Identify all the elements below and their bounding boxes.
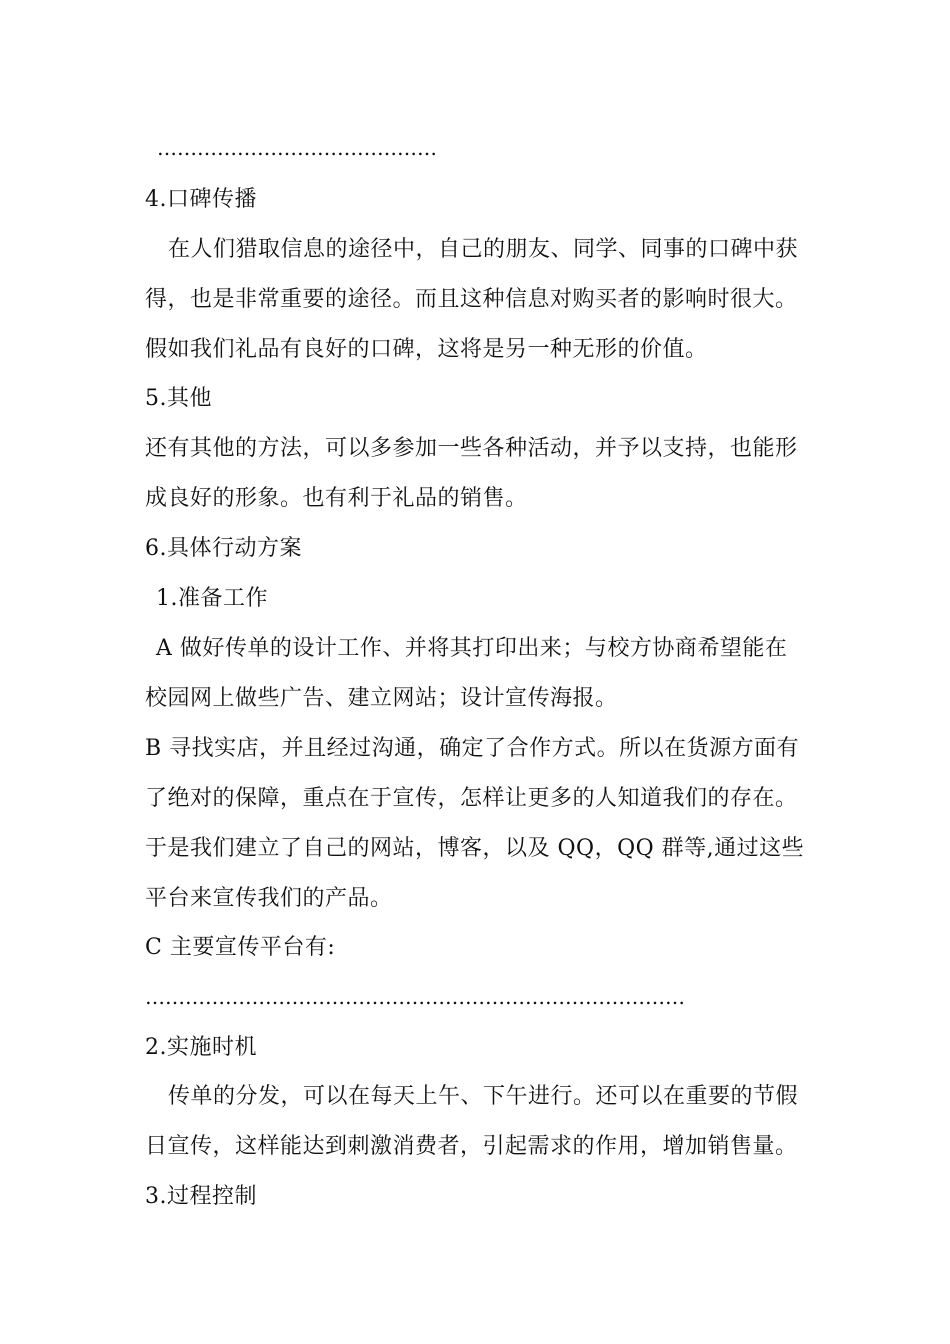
paragraph-line: A 做好传单的设计工作、并将其打印出来；与校方协商希望能在 [156,636,788,661]
paragraph-line: 传单的分发，可以在每天上午、下午进行。还可以在重要的节假 [168,1084,799,1109]
paragraph-line: 平台来宣传我们的产品。 [145,886,393,911]
paragraph-line: 了绝对的保障，重点在于宣传，怎样让更多的人知道我们的存在。 [145,786,798,811]
paragraph-line: B 寻找实店，并且经过沟通，确定了合作方式。所以在货源方面有 [145,736,800,761]
paragraph-line: C 主要宣传平台有: [145,935,336,960]
subsection-heading-process-control: 3.过程控制 [145,1184,257,1209]
subsection-heading-timing: 2.实施时机 [145,1035,257,1060]
ellipsis-line: …………………………………… [157,136,437,160]
subsection-heading-preparation: 1.准备工作 [156,586,268,611]
section-heading-action-plan: 6.具体行动方案 [145,536,302,561]
section-heading-word-of-mouth: 4.口碑传播 [145,187,257,212]
paragraph-line: 日宣传，这样能达到刺激消费者，引起需求的作用，增加销售量。 [145,1134,798,1159]
paragraph-line: 假如我们礼品有良好的口碑，这将是另一种无形的价值。 [145,337,708,362]
paragraph-line: 得，也是非常重要的途径。而且这种信息对购买者的影响时很大。 [145,287,798,312]
paragraph-line: 在人们猎取信息的途径中，自己的朋友、同学、同事的口碑中获 [168,237,799,262]
paragraph-line: 于是我们建立了自己的网站，博客，以及 QQ，QQ 群等,通过这些 [145,836,805,861]
paragraph-line: 校园网上做些广告、建立网站；设计宣传海报。 [145,686,618,711]
ellipsis-line: ……………………………………………………………………… [145,985,685,1009]
paragraph-line: 还有其他的方法，可以多参加一些各种活动，并予以支持，也能形 [145,436,798,461]
paragraph-line: 成良好的形象。也有利于礼品的销售。 [145,486,528,511]
section-heading-other: 5.其他 [145,386,212,411]
